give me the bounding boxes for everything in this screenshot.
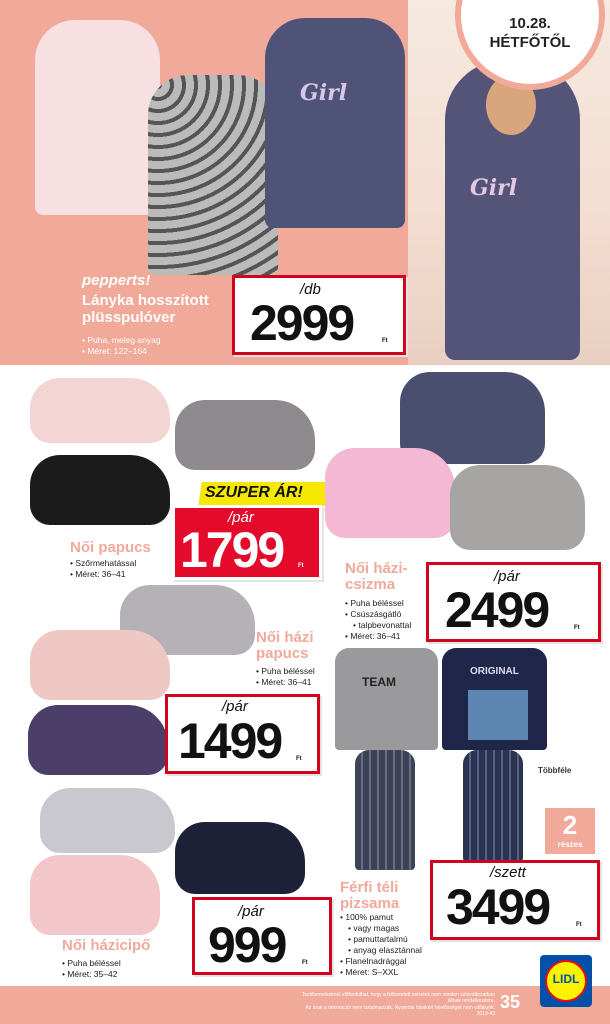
pizsama-bullet-cont: • pamuttartalmú [340,934,422,945]
super-price-label: SZUPER ÁR! [205,484,303,501]
navy-hoodie-print: Girl [300,80,348,106]
csizma-title-line2: csizma [345,576,396,593]
hazi-papucs-bullet: • Méret: 36–41 [256,677,315,688]
grey-bootie-slipper-image [40,788,175,853]
pizsama-bullet: • Flanelnadrággal [340,956,422,967]
hazi-papucs-price: 1499 [178,713,282,769]
pizsama-price-unit: /szett [490,864,526,881]
hoodie-price-unit: /db [300,281,321,298]
footer-note-2 [300,1005,495,1017]
page-number: 35 [500,992,521,1012]
hoodie-title [82,292,257,326]
pizsama-bullet: • 100% pamut [340,912,422,923]
csizma-title [345,561,408,593]
black-fur-slipper-image [30,455,170,525]
navy-hoodie-image [265,18,405,228]
date-label [480,14,580,52]
pink-bunny-slipper-image [30,855,160,935]
papucs-price: 1799 [180,522,284,578]
footer-note-code: 2019-43 [476,1011,495,1017]
papucs-currency: Ft [298,563,304,569]
hoodie-bullets [82,335,161,357]
navy-pajama-print: ORIGINAL [470,666,519,677]
pizsama-bullets [340,912,422,978]
date-value: 10.28. [509,15,551,32]
hazi-papucs-title-line1: Női házi [256,629,314,646]
csizma-bullet: • Puha béléssel [345,598,411,609]
knit-bootie-image [450,465,585,550]
hazicipo-bullet: • Méret: 35–42 [62,969,121,980]
papucs-price-unit: /pár [228,509,254,526]
pizsama-currency: Ft [576,922,582,928]
lidl-logo-text: LIDL [552,972,580,986]
hazicipo-bullets [62,958,121,980]
girl-hoodie-print: Girl [470,175,518,201]
grey-fur-slipper-image [175,400,315,470]
navy-pajama-front-panel [468,690,528,740]
hoodie-title-line1: Lányka hosszított [82,292,209,309]
csizma-currency: Ft [574,625,580,631]
variety-label: Többféle [538,766,572,775]
hazi-papucs-currency: Ft [296,756,302,762]
hazicipo-price-unit: /pár [238,903,264,920]
pink-fur-slipper-image [30,378,170,443]
csizma-price-unit: /pár [494,568,520,585]
heart-hoodie-image [148,75,278,275]
csizma-bullet: • Csúszásgátló [345,609,411,620]
hoodie-title-line2: plüsspulóver [82,309,176,326]
navy-bootie-slipper-image [175,822,305,894]
papucs-bullet: • Méret: 36–41 [70,569,136,580]
pink-hoodie-image [35,20,160,215]
papucs-bullets [70,558,136,580]
pink-bootie-image [325,448,455,538]
brand-logo: pepperts! [82,272,151,289]
pizsama-title-line1: Férfi téli [340,879,399,896]
footer-note: Textiltermékeknél előfordulhat, hogy a feltüntetett méretek nem minden színváltozatban állnak rendelkezésre. [301,992,495,1004]
csizma-title-line1: Női házi- [345,560,408,577]
hazi-papucs-price-unit: /pár [222,698,248,715]
pizsama-title [340,880,399,912]
hazicipo-currency: Ft [302,960,308,966]
grey-pajama-top-image [335,648,438,750]
navy-pajama-pants-image [463,750,523,862]
pizsama-bullet: • Méret: S–XXL [340,967,422,978]
csizma-price: 2499 [445,582,549,638]
pizsama-bullet-cont: • anyag elasztánnal [340,945,422,956]
hazicipo-bullet: • Puha béléssel [62,958,121,969]
hazi-papucs-bullets [256,666,315,688]
hoodie-bullet: • Puha, meleg anyag [82,335,161,346]
grey-pajama-pants-image [355,750,415,870]
date-weekday: HÉTFŐTŐL [489,34,571,51]
hoodie-price: 2999 [250,295,354,351]
pizsama-title-line2: pizsama [340,895,400,912]
csizma-bullet: • Méret: 36–41 [345,631,411,642]
pizsama-bullet-cont: • vagy magas [340,923,422,934]
purple-star-slipper-image [28,705,168,775]
csizma-bullet-cont: • talpbevonattal [345,620,411,631]
hoodie-currency: Ft [382,338,388,344]
hazi-papucs-title-line2: papucs [256,645,309,662]
papucs-title: Női papucs [70,539,151,556]
hoodie-bullet: • Méret: 122–164 [82,346,161,357]
papucs-bullet: • Szőrmehatással [70,558,136,569]
grey-pajama-print: TEAM [362,675,396,689]
hazi-papucs-bullet: • Puha béléssel [256,666,315,677]
footer-note-text: Az árak a dekorációt nem tartalmazzák. Nyomdai hibákért felelősséget nem vállalunk. [305,1005,495,1011]
two-piece-label: részes [557,840,583,849]
csizma-bullets [345,598,411,642]
pizsama-price: 3499 [446,879,550,935]
two-piece-number: 2 [562,810,578,840]
hazi-papucs-title [256,630,314,662]
pink-pompom-slipper-image [30,630,170,700]
hazicipo-title: Női házicipő [62,937,151,954]
hazicipo-price: 999 [208,917,286,973]
